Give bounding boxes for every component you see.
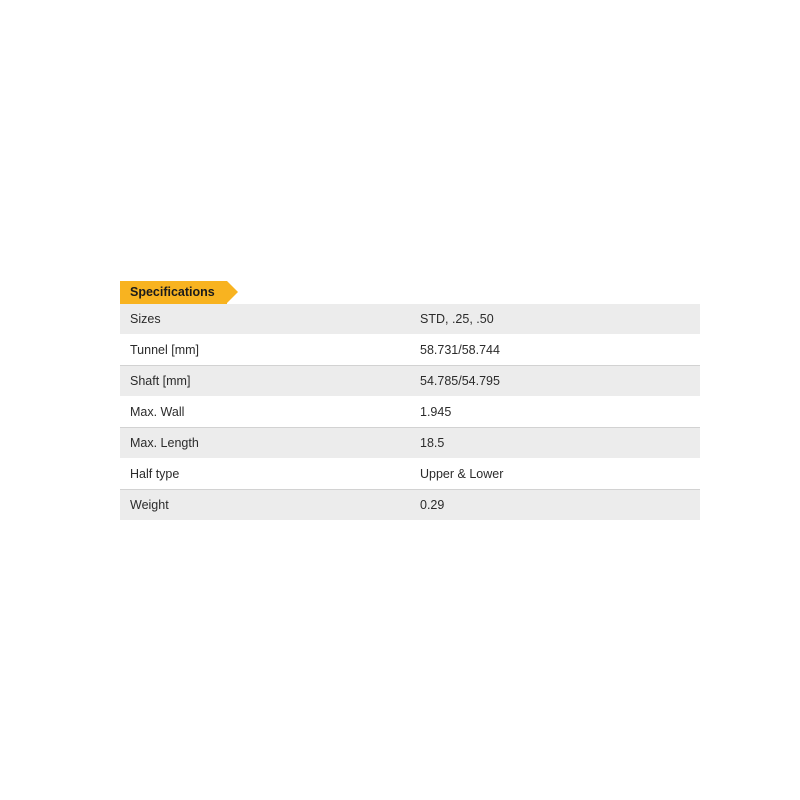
row-value: STD, .25, .50 [410, 304, 700, 335]
specifications-header-tab [120, 281, 227, 304]
row-value: 54.785/54.795 [410, 366, 700, 397]
row-label: Shaft [mm] [120, 366, 410, 397]
row-label: Max. Length [120, 428, 410, 459]
row-label: Max. Wall [120, 397, 410, 428]
table-row [120, 335, 700, 366]
specifications-table [120, 304, 700, 520]
row-value: 1.945 [410, 397, 700, 428]
row-value: 58.731/58.744 [410, 335, 700, 366]
row-value: 18.5 [410, 428, 700, 459]
table-row [120, 304, 700, 335]
arrow-right-icon [227, 281, 238, 303]
row-value: Upper & Lower [410, 459, 700, 490]
row-label: Tunnel [mm] [120, 335, 410, 366]
row-label: Weight [120, 490, 410, 521]
table-row [120, 490, 700, 521]
table-row [120, 397, 700, 428]
table-row [120, 366, 700, 397]
row-label: Half type [120, 459, 410, 490]
table-row [120, 459, 700, 490]
row-value: 0.29 [410, 490, 700, 521]
specifications-header-label: Specifications [130, 285, 215, 299]
specifications-panel [120, 281, 680, 520]
table-row [120, 428, 700, 459]
row-label: Sizes [120, 304, 410, 335]
